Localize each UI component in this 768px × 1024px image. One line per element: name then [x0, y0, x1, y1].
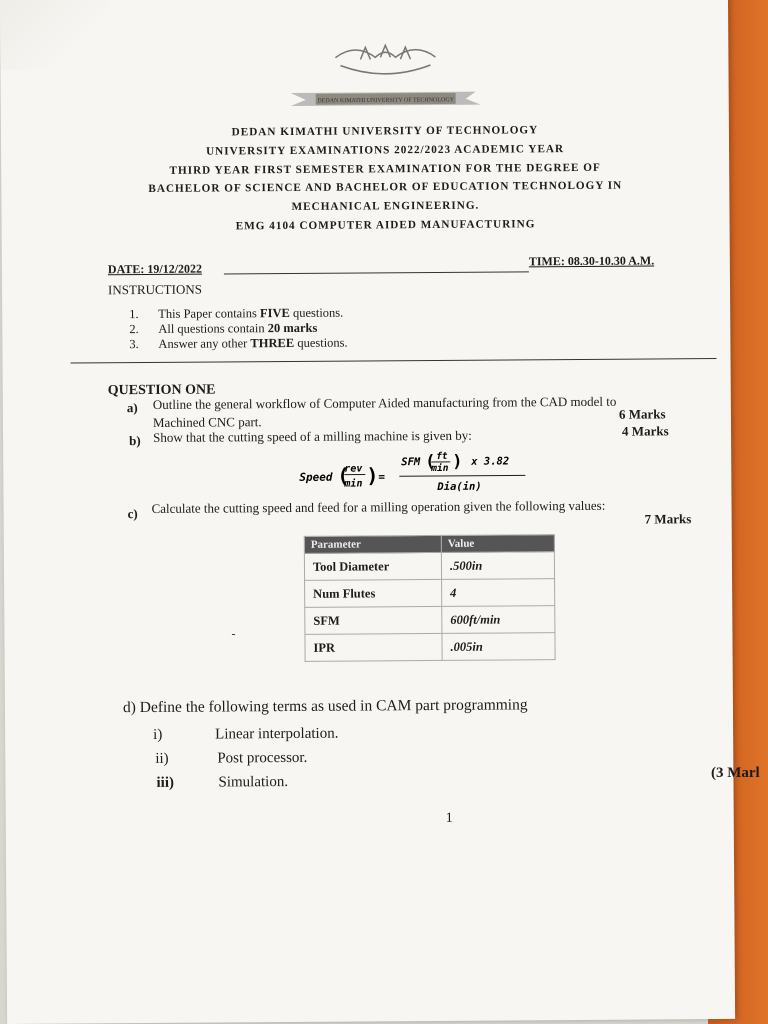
svg-text:SFM: SFM — [401, 456, 421, 469]
param-name: SFM — [305, 606, 442, 634]
part-d-label: d) — [122, 699, 136, 717]
table-row — [305, 606, 555, 635]
header-course: EMG 4104 COMPUTER AIDED MANUFACTURING — [235, 218, 536, 233]
logo-banner-text: DEDAN KIMATHI UNIVERSITY OF TECHNOLOGY — [317, 97, 455, 105]
definition-number: ii) — [155, 750, 169, 767]
instruction-number: 2. — [129, 322, 139, 337]
header-exam: UNIVERSITY EXAMINATIONS 2022/2023 ACADEMIC YEAR — [206, 143, 565, 158]
svg-text:min: min — [431, 462, 449, 475]
part-b-marks: 4 Marks — [621, 423, 669, 439]
question-title: QUESTION ONE — [107, 382, 216, 399]
part-b-text: Show that the cutting speed of a milling machine is given by: — [153, 427, 472, 445]
part-c-text: Calculate the cutting speed and feed for a milling operation given the following values: — [151, 497, 606, 516]
svg-text:min: min — [344, 478, 363, 490]
header-semester: THIRD YEAR FIRST SEMESTER EXAMINATION FOR THE DEGREE OF — [169, 161, 601, 177]
parameter-table — [304, 534, 556, 662]
table-row — [304, 552, 554, 581]
param-value: 4 — [442, 579, 555, 607]
exam-time: TIME: 08.30-10.30 A.M. — [528, 253, 655, 269]
university-logo — [285, 37, 486, 113]
header-degree: BACHELOR OF SCIENCE AND BACHELOR OF EDUCATION TECHNOLOGY IN — [148, 179, 623, 195]
param-name: Num Flutes — [305, 579, 442, 607]
part-c-marks: 7 Marks — [644, 511, 692, 527]
part-d-text: Define the following terms as used in CAM part programming — [139, 696, 528, 717]
part-a-marks: 6 Marks — [618, 406, 666, 422]
param-name: Tool Diameter — [304, 552, 441, 580]
header-university: DEDAN KIMATHI UNIVERSITY OF TECHNOLOGY — [231, 124, 539, 139]
definition-term: Post processor. — [217, 749, 308, 767]
svg-text:rev: rev — [344, 463, 363, 475]
part-b-label: b) — [129, 433, 141, 449]
header-field: MECHANICAL ENGINEERING. — [291, 199, 480, 213]
paper-fold-shadow — [0, 0, 110, 70]
exam-paper: DEDAN KIMATHI UNIVERSITY OF TECHNOLOGY DEDAN KIMATHI UNIVERSITY OF TECHNOLOGY UNIVERSITY EXAMINATIONS 2022/2023 ACADEMIC YEAR THIRD YEAR FIRST SEMESTER EXAMINATION FOR THE DEGREE OF BACHELOR OF SCIENCE AND BACHELOR OF EDUCATION TECHNOLOGY IN MECHANICAL ENGINEERING. EMG 4104 COMPUTER AIDED MANUFACTURING DATE: 19/12/2022 TIME: 08.30-10.30 A.M. INSTRUCTIONS 1. This Paper contains FIVE questions. 2. All questions contain 20 marks 3. Answer any other THREE questions. QUESTION ONE a) Outline the general workflow of Computer Aided manufacturing from the CAD model to Machined CNC part. 6 Marks b) Show that the cutting speed of a milling machine is given by: 4 Marks Speed ( rev min ) = SFM ( ft min ) x 3.82 Dia(in) c) Calculate the cutting speed and feed for a milling operation given the following values: 7 Marks Parameter Value Tool Diameter .500in Num Flutes 4 SFM 600ft/min IPR .005in - d) Define the following terms as used in CAM part programming i) Linear interpolation. ii) Post processor. iii) Simulation. 1 — [0, 0, 735, 1024]
svg-text:): ) — [452, 451, 463, 472]
param-value: 600ft/min — [442, 606, 555, 634]
part-a-text-line1: Outline the general workflow of Computer Aided manufacturing from the CAD model to — [152, 393, 617, 412]
table-header-parameter: Parameter — [304, 535, 441, 553]
exam-date: DATE: 19/12/2022 — [107, 261, 203, 277]
svg-text:Dia(in): Dia(in) — [437, 480, 482, 493]
definition-term: Linear interpolation. — [215, 725, 339, 743]
page-number: 1 — [445, 810, 453, 826]
definition-number: i) — [153, 726, 163, 743]
instruction-number: 1. — [129, 307, 139, 322]
section-divider — [71, 358, 717, 364]
table-row — [305, 633, 555, 662]
svg-text:=: = — [378, 470, 386, 484]
cutting-speed-formula — [299, 448, 539, 500]
svg-text:Speed: Speed — [299, 470, 333, 484]
table-header-row — [304, 535, 554, 554]
definition-number: iii) — [156, 774, 175, 791]
svg-text:(: ( — [337, 463, 350, 488]
part-d-heading — [123, 696, 528, 717]
instructions-title: INSTRUCTIONS — [107, 281, 202, 298]
part-a-label: a) — [126, 400, 138, 416]
svg-text:): ) — [366, 463, 379, 488]
definition-term: Simulation. — [218, 774, 289, 791]
svg-text:ft: ft — [436, 450, 448, 462]
part-c-label: c) — [127, 506, 138, 522]
table-header-value: Value — [441, 535, 554, 553]
instruction-number: 3. — [129, 337, 139, 352]
part-d-marks: (3 Marl — [711, 765, 760, 781]
stray-mark: - — [231, 626, 236, 641]
date-rule — [224, 271, 529, 274]
param-value: .005in — [442, 633, 555, 661]
table-row — [305, 579, 555, 608]
svg-text:(: ( — [425, 451, 436, 473]
param-value: .500in — [441, 552, 554, 580]
svg-text:x 3.82: x 3.82 — [471, 455, 510, 468]
part-a-text-line2: Machined CNC part. — [152, 414, 262, 430]
param-name: IPR — [305, 633, 442, 661]
